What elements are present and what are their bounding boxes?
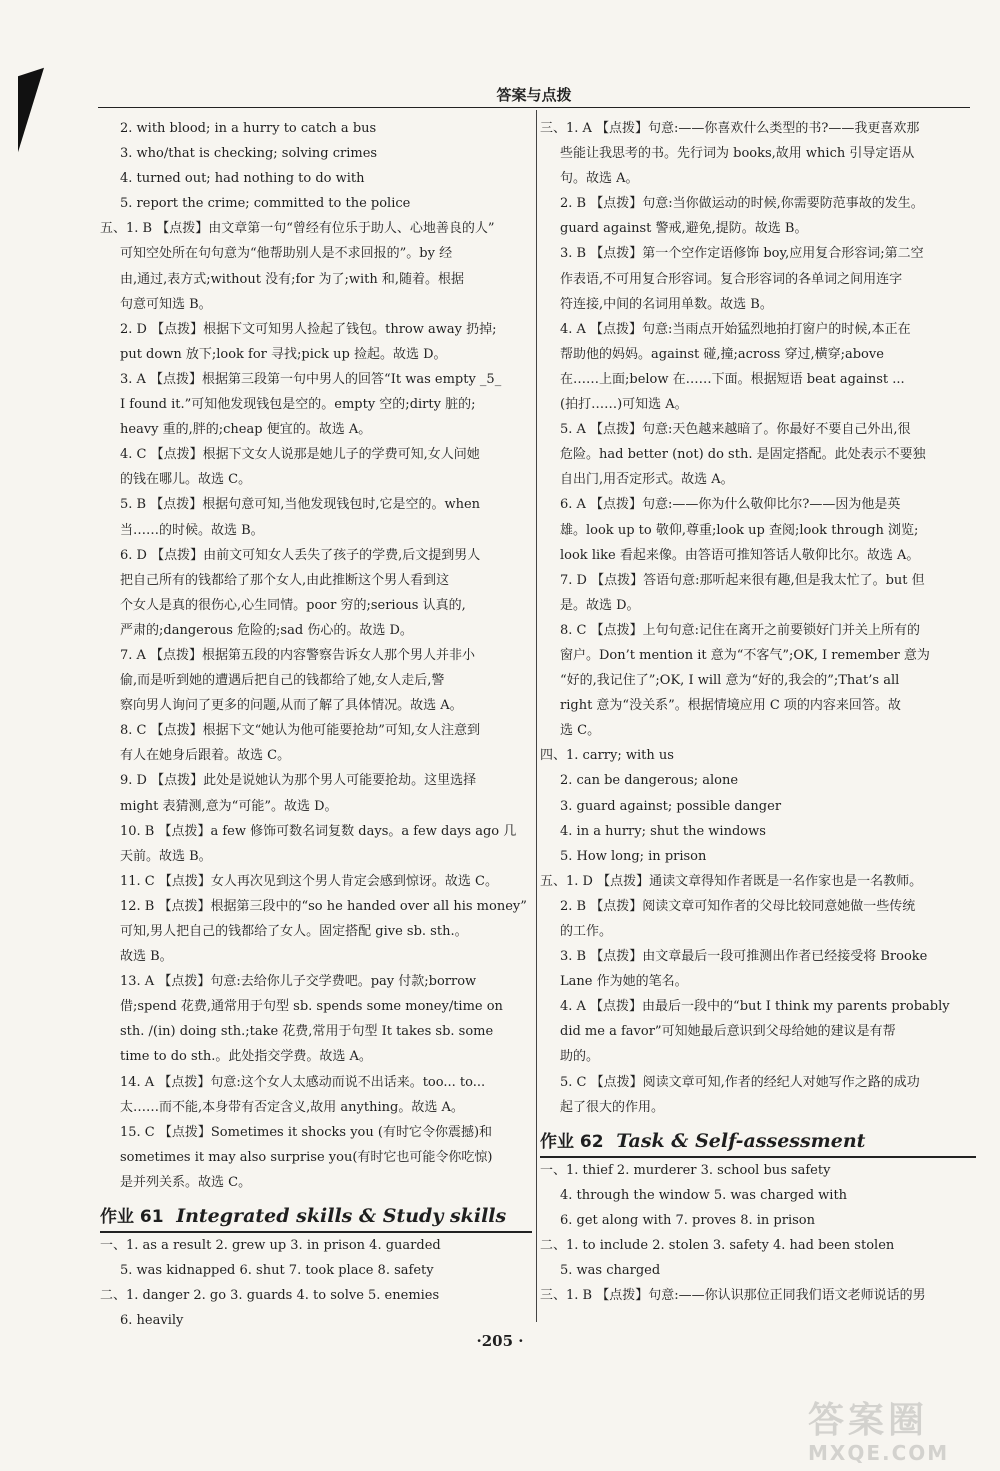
answer-line: 帮助他的妈妈。against 碰,撞;across 穿过,横穿;above: [560, 346, 884, 362]
answer-line: 五、1. D 【点拨】通读文章得知作者既是一名作家也是一名教师。: [540, 873, 923, 889]
answer-line: 6. heavily: [120, 1313, 184, 1329]
answer-line: 4. turned out; had nothing to do with: [120, 171, 365, 187]
answer-line: 5. report the crime; committed to the police: [120, 196, 411, 212]
answer-line: 句意可知选 B。: [120, 296, 212, 312]
answer-line: 13. A 【点拨】句意:去给你儿子交学费吧。pay 付款;borrow: [120, 974, 477, 990]
answer-line: 14. A 【点拨】句意:这个女人太感动而说不出话来。too... to...: [120, 1074, 486, 1090]
answer-line: 3. who/that is checking; solving crimes: [120, 146, 378, 162]
answer-line: 起了很大的作用。: [560, 1099, 665, 1115]
section-title-62: [540, 1126, 976, 1158]
answer-line: 的钱在哪儿。故选 C。: [120, 472, 252, 488]
answer-line: 10. B 【点拨】a few 修饰可数名词复数 days。a few days ago 几: [120, 823, 517, 839]
answer-line: 自出门,用否定形式。故选 A。: [560, 472, 734, 488]
answer-line: 5. A 【点拨】句意:天色越来越暗了。你最好不要自己外出,很: [560, 422, 911, 438]
answer-line: “好的,我记住了”;OK, I will 意为“好的,我会的”;That’s all: [560, 673, 900, 689]
page-number: ·205 ·: [476, 1332, 524, 1350]
corner-mark: [18, 68, 44, 152]
answer-line: 5. B 【点拨】根据句意可知,当他发现钱包时,它是空的。when: [120, 497, 481, 513]
answer-line: 作表语,不可用复合形容词。复合形容词的各单词之间用连字: [560, 271, 903, 287]
answer-line: sometimes it may also surprise you(有时它也可能令你吃惊): [120, 1149, 493, 1165]
answer-line: 些能让我思考的书。先行词为 books,故用 which 引导定语从: [560, 146, 915, 162]
answer-line: 故选 B。: [120, 949, 173, 965]
answer-line: 5. was kidnapped 6. shut 7. took place 8. safety: [120, 1263, 434, 1279]
answer-line: 太……而不能,本身带有否定含义,故用 anything。故选 A。: [120, 1099, 464, 1115]
left-answer-lines: [100, 116, 532, 1195]
answer-line: 窗户。Don’t mention it 意为“不客气”;OK, I remember 意为: [560, 647, 930, 663]
answer-line: (拍打……)可知选 A。: [560, 397, 688, 413]
column-divider: [536, 110, 537, 1322]
answer-line: 12. B 【点拨】根据第三段中的“so he handed over all his money”: [120, 898, 527, 914]
watermark-line2: MXQE.COM: [808, 1441, 950, 1465]
answer-line: 三、1. A 【点拨】句意:——你喜欢什么类型的书?——我更喜欢那: [540, 121, 920, 136]
answer-line: might 表猜测,意为“可能”。故选 D。: [120, 798, 338, 814]
answer-line: 6. get along with 7. proves 8. in prison: [560, 1212, 815, 1228]
answer-line: 选 C。: [560, 723, 601, 739]
section-name: Task & Self-assessment: [616, 1129, 866, 1152]
answer-line: 二、1. danger 2. go 3. guards 4. to solve 5. enemies: [100, 1288, 440, 1304]
answer-line: 3. B 【点拨】第一个空作定语修饰 boy,应用复合形容词;第二空: [560, 246, 924, 262]
answer-line: 的工作。: [560, 924, 613, 939]
answer-line: 7. A 【点拨】根据第五段的内容警察告诉女人那个男人并非小: [120, 647, 476, 663]
answer-line: 2. D 【点拨】根据下文可知男人捡起了钱包。throw away 扔掉;: [120, 321, 497, 337]
answer-line: 4. A 【点拨】由最后一段中的“but I think my parents probably: [560, 999, 950, 1015]
answer-line: put down 放下;look for 寻找;pick up 捡起。故选 D。: [120, 346, 447, 362]
answer-line: time to do sth.。此处指交学费。故选 A。: [120, 1049, 372, 1065]
answer-line: 雄。look up to 敬仰,尊重;look up 查阅;look through 浏览;: [560, 522, 919, 538]
answer-line: 察向男人询问了更多的问题,从而了解了具体情况。故选 A。: [120, 698, 463, 714]
answer-line: 个女人是真的很伤心,心生同情。poor 穷的;serious 认真的,: [120, 597, 466, 613]
right-answer-lines: [540, 116, 976, 1120]
answer-line: right 意为“没关系”。根据情境应用 C 项的内容来回答。故: [560, 698, 901, 714]
answer-line: 是并列关系。故选 C。: [120, 1174, 252, 1190]
answer-line: 可知空处所在句句意为“他帮助别人是不求回报的”。by 经: [120, 246, 453, 262]
answer-line: look like 看起来像。由答语可推知答话人敬仰比尔。故选 A。: [560, 547, 920, 563]
answer-line: 当……的时候。故选 B。: [120, 522, 264, 538]
section-title-61: [100, 1201, 532, 1233]
answer-line: 3. guard against; possible danger: [560, 798, 782, 814]
answer-line: 4. C 【点拨】根据下文女人说那是她儿子的学费可知,女人问她: [120, 447, 480, 463]
answer-line: 一、1. as a result 2. grew up 3. in prison 4. guarded: [100, 1238, 441, 1254]
answer-line: guard against 警戒,避免,提防。故选 B。: [560, 221, 808, 237]
answer-line: 把自己所有的钱都给了那个女人,由此推断这个男人看到这: [120, 572, 450, 588]
answer-line: 符连接,中间的名词用单数。故选 B。: [560, 296, 773, 312]
answer-line: 4. in a hurry; shut the windows: [560, 823, 766, 839]
right-column: [540, 116, 976, 1308]
answer-line: 8. C 【点拨】上句句意:记住在离开之前要锁好门并关上所有的: [560, 622, 920, 638]
section-name: Integrated skills & Study skills: [176, 1205, 507, 1228]
answer-line: 在……上面;below 在……下面。根据短语 beat against ...: [560, 371, 905, 387]
answer-line: I found it.”可知他发现钱包是空的。empty 空的;dirty 脏的;: [120, 397, 476, 413]
answer-line: 4. through the window 5. was charged with: [560, 1187, 848, 1203]
section-prefix: 作业 61: [100, 1207, 164, 1228]
answer-line: sth. /(in) doing sth.;take 花费,常用于句型 It takes sb. some: [120, 1024, 494, 1040]
answer-line: did me a favor”可知她最后意识到父母给她的建议是有帮: [560, 1024, 896, 1040]
answer-line: 可知,男人把自己的钱都给了女人。固定搭配 give sb. sth.。: [120, 924, 468, 939]
header-rule: [98, 107, 970, 108]
watermark-logo: [808, 1392, 978, 1464]
answer-line: 2. with blood; in a hurry to catch a bus: [120, 121, 377, 136]
answer-line: 四、1. carry; with us: [540, 748, 674, 764]
answer-line: 三、1. B 【点拨】句意:——你认识那位正同我们语文老师说话的男: [540, 1288, 926, 1304]
answer-line: 2. B 【点拨】句意:当你做运动的时候,你需要防范事故的发生。: [560, 196, 924, 212]
answer-line: 一、1. thief 2. murderer 3. school bus safety: [540, 1162, 831, 1178]
answer-line: 11. C 【点拨】女人再次见到这个男人肯定会感到惊讶。故选 C。: [120, 873, 498, 889]
answer-line: 5. C 【点拨】阅读文章可知,作者的经纪人对她写作之路的成功: [560, 1074, 920, 1090]
answer-line: heavy 重的,胖的;cheap 便宜的。故选 A。: [120, 422, 372, 438]
answer-line: 8. C 【点拨】根据下文“她认为他可能要抢劫”可知,女人注意到: [120, 723, 481, 739]
answer-line: 五、1. B 【点拨】由文章第一句“曾经有位乐于助人、心地善良的人”: [100, 221, 495, 237]
answer-line: 7. D 【点拨】答语句意:那听起来很有趣,但是我太忙了。but 但: [560, 572, 925, 588]
page-header: 答案与点拨: [496, 86, 572, 104]
left-column: [100, 116, 532, 1333]
answer-line: 由,通过,表方式;without 没有;for 为了;with 和,随着。根据: [120, 271, 464, 287]
right-answer-lines-after: [540, 1158, 976, 1309]
answer-line: 助的。: [560, 1049, 600, 1065]
answer-line: 2. can be dangerous; alone: [560, 773, 739, 789]
answer-line: 危险。had better (not) do sth. 是固定搭配。此处表示不要独: [560, 447, 926, 463]
watermark-line1: 答案圈: [808, 1400, 929, 1441]
answer-line: 二、1. to include 2. stolen 3. safety 4. had been stolen: [540, 1238, 895, 1254]
answer-line: 借;spend 花费,通常用于句型 sb. spends some money/time on: [120, 999, 503, 1015]
answer-line: 2. B 【点拨】阅读文章可知作者的父母比较同意她做一些传统: [560, 898, 916, 914]
answer-line: 严肃的;dangerous 危险的;sad 伤心的。故选 D。: [120, 622, 413, 638]
answer-line: 3. A 【点拨】根据第三段第一句中男人的回答“It was empty _5_: [120, 371, 502, 387]
answer-line: 天前。故选 B。: [120, 848, 212, 864]
section-prefix: 作业 62: [540, 1131, 604, 1152]
answer-line: 6. D 【点拨】由前文可知女人丢失了孩子的学费,后文提到男人: [120, 547, 481, 563]
answer-line: 3. B 【点拨】由文章最后一段可推测出作者已经接受将 Brooke: [560, 949, 928, 965]
answer-line: 5. was charged: [560, 1263, 661, 1279]
answer-line: 5. How long; in prison: [560, 848, 707, 864]
answer-line: 是。故选 D。: [560, 597, 640, 613]
left-answer-lines-after: [100, 1233, 532, 1333]
answer-line: 有人在她身后跟着。故选 C。: [120, 748, 291, 764]
answer-line: 句。故选 A。: [560, 171, 639, 187]
answer-line: 4. A 【点拨】句意:当雨点开始猛烈地拍打窗户的时候,本正在: [560, 321, 911, 337]
answer-line: 15. C 【点拨】Sometimes it shocks you (有时它令你震撼)和: [120, 1124, 493, 1140]
answer-line: Lane 作为她的笔名。: [560, 974, 688, 990]
answer-line: 偷,而是听到她的遭遇后把自己的钱都给了她,女人走后,警: [120, 673, 445, 689]
answer-line: 6. A 【点拨】句意:——你为什么敬仰比尔?——因为他是英: [560, 497, 901, 513]
answer-line: 9. D 【点拨】此处是说她认为那个男人可能要抢劫。这里选择: [120, 773, 477, 789]
